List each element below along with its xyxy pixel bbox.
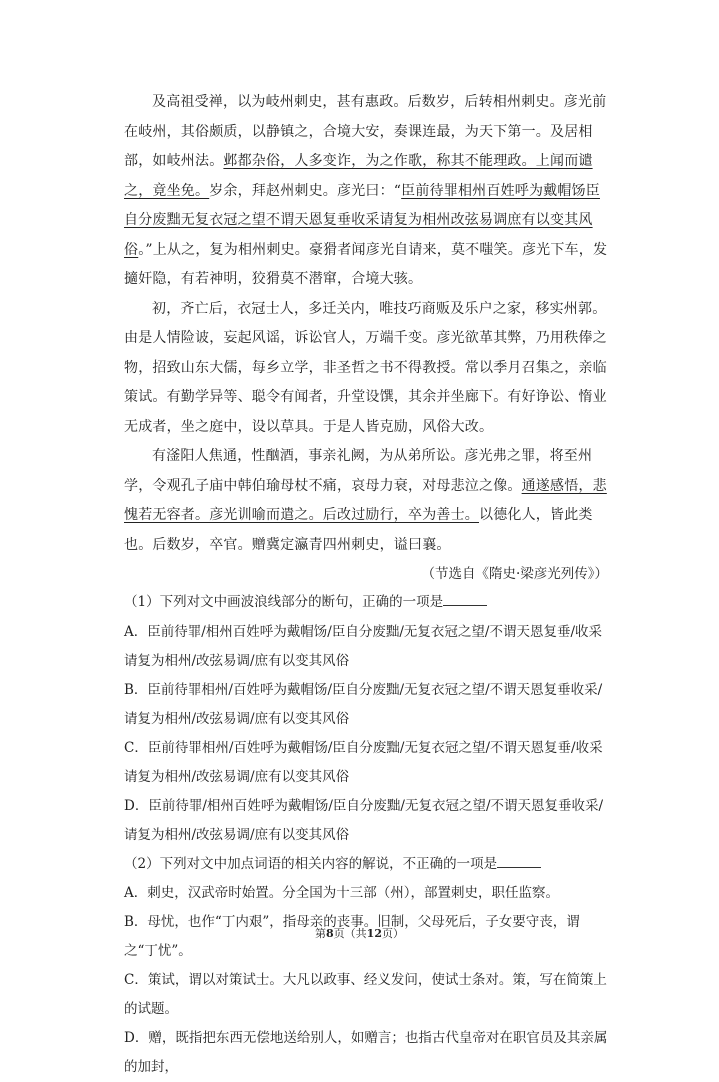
question-1-stem (124, 588, 608, 618)
question-2-text: （2）下列对文中加点词语的相关内容的解说，不正确的一项是 (124, 855, 498, 872)
wavy-line-sentence: 臣前待罪相州百姓呼为戴帽饧臣自分废黜无复衣冠之望不谓天恩复垂收采请复为相州改弦易调庶有以变其风俗 (124, 182, 600, 258)
question-1-option-c: C．臣前待罪相州/百姓呼为戴帽饧/臣自分废黜/无复衣冠之望/不谓天恩复垂/收采请复为相州/改弦易调/庶有以变其风俗 (124, 739, 603, 785)
question-1-text: （1）下列对文中画波浪线部分的断句，正确的一项是 (124, 594, 444, 610)
question-2-option-a: A．刺史，汉武帝时始置。分全国为十三部（州），部置刺史，职任监察。 (124, 885, 559, 901)
passage-paragraph-2: 初，齐亡后，衣冠士人，多迁关内，唯技巧商贩及乐户之家，移实州郭。由是人情险诐，妄起风谣，诉讼官人，万端千变。彦光欲革其弊，乃用秩俸之物，招致山东大儒，每乡立学，非圣哲之书不得教授。常以季月召集之，亲临策试。有勤学异等、聪令有闻者，升堂设馔，其余并坐廊下。有好诤讼、惰业无成者，坐之庭中，设以草具。于是人皆克励，风俗大改。 (124, 300, 607, 435)
page-footer (0, 927, 719, 941)
question-2-option-d: D．赠，既指把东西无偿地送给别人，如赠言；也指古代皇帝对在职官员及其亲属的加封， (124, 1030, 608, 1075)
underlined-sentence: 邺都杂俗，人多变诈，为之作歌，称其不能理政。上闻而谴之，竟坐免。 (124, 153, 593, 199)
question-1-option-b: B．臣前待罪相州/百姓呼为戴帽饧/臣自分废黜/无复衣冠之望/不谓天恩复垂收采/请复为相州/改弦易调/庶有以变其风俗 (124, 681, 603, 727)
passage-paragraph-3 (124, 442, 608, 560)
answer-blank (497, 853, 541, 868)
question-1-option-d: D．臣前待罪/相州百姓呼为戴帽饧/臣自分废黜/无复衣冠之望/不谓天恩复垂收采/请复为相州/改弦易调/庶有以变其风俗 (124, 797, 604, 843)
page-total: 12 (366, 927, 382, 940)
passage-source: （节选自《隋史·梁彦光列传》） (421, 566, 608, 582)
passage-text: 有滏阳人焦通，性酗酒，事亲礼阙，为从弟所讼。彦光弗之罪，将至州学，令观孔子庙中韩伯瑜母杖不痛，哀母力衰，对母悲泣之像。 (124, 448, 593, 494)
page-number: 8 (326, 927, 334, 940)
passage-text: 及高祖受禅，以为岐州刺史，甚有惠政。后数岁，后转相州刺史。彦光前在岐州，其俗颇质，以静镇之，合境大安，奏课连最，为天下第一。及居相部，如岐州法。 (124, 94, 607, 169)
passage-text: 。”上从之，复为相州刺史。豪猾者闻彦光自请来，莫不嗤笑。彦光下车，发擿奸隐，有若神明，狡猾莫不潜窜，合境大骇。 (124, 241, 608, 287)
question-2-option-c: C．策试，谓以对策试士。大凡以政事、经义发问，使试士条对。策，写在简策上的试题。 (124, 972, 607, 1017)
footer-text: 页） (381, 927, 404, 940)
passage-text: 岁余，拜赵州刺史。彦光曰：“ (209, 182, 402, 199)
answer-blank (443, 591, 487, 606)
footer-text: 第 (315, 927, 327, 940)
passage-text: 以德化人，皆此类也。后数岁，卒官。赠冀定瀛青四州刺史，谥曰襄。 (124, 507, 593, 553)
footer-text: 页（共 (333, 927, 367, 940)
question-2-stem (124, 850, 608, 880)
question-1-option-a: A．臣前待罪/相州百姓呼为戴帽饧/臣自分废黜/无复衣冠之望/不谓天恩复垂/收采请复为相州/改弦易调/庶有以变其风俗 (124, 623, 602, 669)
passage-paragraph-1 (124, 88, 608, 295)
underlined-sentence: 通遂感悟，悲愧若无容者。彦光训喻而遣之。后改过励行，卒为善士。 (124, 477, 607, 523)
question-2-option-b: B．母忧，也作“丁内艰”，指母亲的丧事。旧制，父母死后，子女要守丧，谓之“丁忧”。 (124, 914, 580, 959)
